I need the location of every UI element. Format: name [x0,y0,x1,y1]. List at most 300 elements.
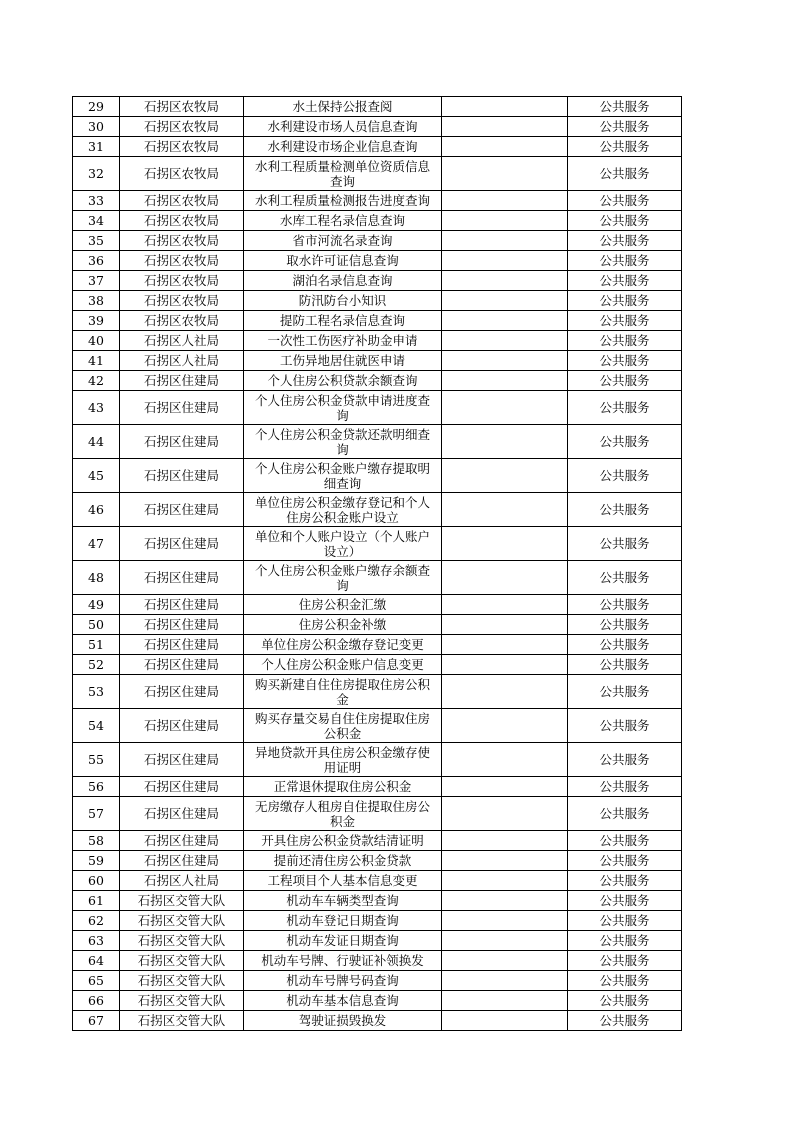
row-number [73,97,120,117]
service-item-cell [244,831,442,851]
table-row [73,493,682,527]
row-number-text: 29 [88,99,104,114]
department-cell-text: 石拐区住建局 [143,657,219,672]
blank-cell [442,331,568,351]
service-item-cell-text: 个人住房公积金贷款申请进度查询 [254,392,430,423]
row-number-text: 39 [88,313,104,328]
service-type-cell-text: 公共服务 [599,166,650,181]
table-row [73,425,682,459]
row-number-text: 40 [88,333,104,348]
table-row [73,655,682,675]
service-type-cell [568,493,682,527]
department-cell-text: 石拐区农牧局 [143,253,219,268]
service-type-cell [568,871,682,891]
service-item-cell [244,797,442,831]
service-type-cell-text: 公共服务 [599,193,650,208]
service-item-cell-text: 提防工程名录信息查询 [279,313,405,328]
service-item-cell [244,777,442,797]
service-type-cell-text: 公共服务 [599,973,650,988]
service-type-cell [568,851,682,871]
service-item-cell-text: 机动车车辆类型查询 [286,893,399,908]
service-item-cell [244,291,442,311]
department-cell [120,211,244,231]
service-item-cell-text: 湖泊名录信息查询 [292,273,393,288]
service-type-cell [568,527,682,561]
service-item-cell-text: 单位住房公积金缴存登记变更 [261,637,424,652]
service-type-cell-text: 公共服务 [599,313,650,328]
service-item-cell-text: 取水许可证信息查询 [286,253,399,268]
row-number-text: 52 [88,657,104,672]
service-type-cell-text: 公共服务 [599,536,650,551]
department-cell-text: 石拐区住建局 [143,570,219,585]
blank-cell [442,851,568,871]
department-cell [120,561,244,595]
row-number [73,911,120,931]
table-row [73,391,682,425]
row-number [73,493,120,527]
department-cell-text: 石拐区住建局 [143,853,219,868]
service-item-cell-text: 住房公积金补缴 [298,617,387,632]
service-type-cell-text: 公共服务 [599,570,650,585]
row-number-text: 62 [88,913,104,928]
service-type-cell [568,891,682,911]
service-type-cell-text: 公共服务 [599,99,650,114]
service-type-cell-text: 公共服务 [599,806,650,821]
department-cell [120,743,244,777]
row-number [73,797,120,831]
service-type-cell-text: 公共服务 [599,953,650,968]
blank-cell [442,655,568,675]
service-type-cell [568,675,682,709]
row-number-text: 41 [88,353,104,368]
department-cell [120,425,244,459]
row-number-text: 53 [88,684,104,699]
department-cell [120,1011,244,1031]
row-number [73,311,120,331]
table-row [73,211,682,231]
row-number [73,615,120,635]
department-cell-text: 石拐区农牧局 [143,166,219,181]
row-number-text: 55 [88,752,104,767]
department-cell [120,271,244,291]
blank-cell [442,595,568,615]
table-row [73,157,682,191]
service-item-cell [244,991,442,1011]
row-number [73,831,120,851]
department-cell [120,911,244,931]
blank-cell [442,561,568,595]
row-number [73,743,120,777]
row-number-text: 66 [88,993,104,1008]
service-type-cell [568,425,682,459]
table-row [73,831,682,851]
service-type-cell [568,615,682,635]
row-number [73,191,120,211]
service-item-cell [244,595,442,615]
service-item-cell-text: 水库工程名录信息查询 [279,213,405,228]
service-item-cell-text: 水利建设市场人员信息查询 [267,119,418,134]
blank-cell [442,97,568,117]
department-cell-text: 石拐区交管大队 [137,913,226,928]
service-type-cell [568,117,682,137]
service-type-cell [568,459,682,493]
department-cell [120,891,244,911]
department-cell [120,971,244,991]
blank-cell [442,615,568,635]
blank-cell [442,117,568,137]
table-row [73,797,682,831]
row-number [73,251,120,271]
service-item-cell-text: 一次性工伤医疗补助金申请 [267,333,418,348]
row-number-text: 36 [88,253,104,268]
department-cell [120,655,244,675]
blank-cell [442,971,568,991]
blank-cell [442,777,568,797]
service-type-cell-text: 公共服务 [599,253,650,268]
service-type-cell [568,709,682,743]
row-number-text: 31 [88,139,104,154]
service-item-cell [244,459,442,493]
table-row [73,991,682,1011]
department-cell-text: 石拐区交管大队 [137,893,226,908]
department-cell-text: 石拐区交管大队 [137,1013,226,1028]
table-row [73,635,682,655]
row-number [73,1011,120,1031]
service-type-cell-text: 公共服务 [599,913,650,928]
blank-cell [442,351,568,371]
row-number-text: 67 [88,1013,104,1028]
service-item-cell-text: 异地贷款开具住房公积金缴存使用证明 [254,744,430,775]
service-item-cell [244,157,442,191]
service-item-cell-text: 单位和个人账户设立（个人账户设立） [254,528,430,559]
service-type-cell-text: 公共服务 [599,333,650,348]
service-item-cell-text: 机动车基本信息查询 [286,993,399,1008]
service-item-cell [244,931,442,951]
blank-cell [442,425,568,459]
service-type-cell [568,931,682,951]
service-type-cell [568,391,682,425]
service-item-cell-text: 机动车号牌、行驶证补领换发 [261,953,424,968]
blank-cell [442,493,568,527]
blank-cell [442,211,568,231]
service-item-cell [244,97,442,117]
service-item-cell-text: 水利工程质量检测单位资质信息查询 [254,158,430,189]
row-number-text: 59 [88,853,104,868]
service-item-cell [244,425,442,459]
service-type-cell [568,797,682,831]
department-cell-text: 石拐区住建局 [143,617,219,632]
blank-cell [442,311,568,331]
service-type-cell-text: 公共服务 [599,752,650,767]
blank-cell [442,291,568,311]
row-number-text: 45 [88,468,104,483]
department-cell [120,493,244,527]
table-row [73,971,682,991]
service-item-cell [244,1011,442,1031]
department-cell-text: 石拐区住建局 [143,718,219,733]
row-number [73,459,120,493]
department-cell [120,157,244,191]
row-number-text: 47 [88,536,104,551]
row-number-text: 42 [88,373,104,388]
row-number [73,971,120,991]
service-item-cell [244,251,442,271]
row-number [73,391,120,425]
table-row [73,871,682,891]
department-cell-text: 石拐区农牧局 [143,139,219,154]
department-cell-text: 石拐区住建局 [143,752,219,767]
department-cell [120,459,244,493]
table-row [73,561,682,595]
service-item-cell [244,675,442,709]
row-number [73,231,120,251]
row-number [73,425,120,459]
table-row [73,615,682,635]
row-number [73,655,120,675]
row-number-text: 61 [88,893,104,908]
service-type-cell-text: 公共服务 [599,293,650,308]
department-cell [120,615,244,635]
department-cell-text: 石拐区人社局 [143,353,219,368]
table-row [73,137,682,157]
department-cell [120,831,244,851]
service-type-cell [568,991,682,1011]
department-cell-text: 石拐区交管大队 [137,933,226,948]
service-item-cell [244,655,442,675]
row-number [73,351,120,371]
department-cell [120,97,244,117]
blank-cell [442,1011,568,1031]
department-cell [120,675,244,709]
department-cell-text: 石拐区农牧局 [143,273,219,288]
department-cell [120,371,244,391]
department-cell [120,527,244,561]
table-row [73,709,682,743]
row-number-text: 33 [88,193,104,208]
service-type-cell-text: 公共服务 [599,273,650,288]
service-item-cell-text: 机动车发证日期查询 [286,933,399,948]
blank-cell [442,871,568,891]
department-cell-text: 石拐区住建局 [143,502,219,517]
service-item-cell-text: 购买新建自住住房提取住房公积金 [254,676,430,707]
row-number-text: 32 [88,166,104,181]
row-number [73,331,120,351]
row-number-text: 63 [88,933,104,948]
department-cell-text: 石拐区住建局 [143,373,219,388]
blank-cell [442,231,568,251]
row-number-text: 49 [88,597,104,612]
service-type-cell [568,351,682,371]
service-item-cell [244,911,442,931]
service-item-cell-text: 个人住房公积金贷款还款明细查询 [254,426,430,457]
service-item-cell [244,331,442,351]
blank-cell [442,931,568,951]
row-number [73,709,120,743]
table-row [73,231,682,251]
service-type-cell [568,291,682,311]
service-type-cell-text: 公共服务 [599,779,650,794]
department-cell-text: 石拐区住建局 [143,833,219,848]
department-cell-text: 石拐区农牧局 [143,233,219,248]
department-cell [120,931,244,951]
row-number [73,137,120,157]
department-cell [120,191,244,211]
row-number-text: 50 [88,617,104,632]
service-item-cell [244,391,442,425]
service-table [72,96,682,1031]
service-type-cell [568,831,682,851]
service-item-cell-text: 正常退休提取住房公积金 [273,779,412,794]
blank-cell [442,991,568,1011]
service-item-cell [244,561,442,595]
department-cell [120,331,244,351]
service-item-cell-text: 机动车号牌号码查询 [286,973,399,988]
row-number [73,991,120,1011]
service-item-cell-text: 无房缴存人租房自住提取住房公积金 [254,798,430,829]
service-type-cell [568,655,682,675]
service-type-cell-text: 公共服务 [599,353,650,368]
service-type-cell [568,635,682,655]
service-type-cell [568,157,682,191]
blank-cell [442,391,568,425]
service-item-cell-text: 开具住房公积金贷款结清证明 [261,833,424,848]
blank-cell [442,911,568,931]
service-type-cell [568,331,682,351]
service-type-cell-text: 公共服务 [599,468,650,483]
service-type-cell-text: 公共服务 [599,213,650,228]
service-item-cell-text: 个人住房公积金账户缴存提取明细查询 [254,460,430,491]
blank-cell [442,527,568,561]
service-type-cell [568,777,682,797]
service-item-cell [244,891,442,911]
row-number [73,561,120,595]
department-cell [120,635,244,655]
department-cell-text: 石拐区住建局 [143,400,219,415]
row-number [73,871,120,891]
row-number [73,117,120,137]
blank-cell [442,675,568,709]
blank-cell [442,951,568,971]
service-type-cell-text: 公共服务 [599,1013,650,1028]
department-cell-text: 石拐区住建局 [143,536,219,551]
department-cell-text: 石拐区农牧局 [143,213,219,228]
service-item-cell-text: 住房公积金汇缴 [298,597,387,612]
service-type-cell [568,211,682,231]
row-number-text: 44 [88,434,104,449]
service-type-cell [568,231,682,251]
department-cell-text: 石拐区农牧局 [143,293,219,308]
department-cell-text: 石拐区住建局 [143,806,219,821]
table-row [73,527,682,561]
table-row [73,851,682,871]
blank-cell [442,459,568,493]
department-cell [120,291,244,311]
service-item-cell [244,871,442,891]
service-type-cell-text: 公共服务 [599,718,650,733]
service-item-cell-text: 驾驶证损毁换发 [298,1013,387,1028]
service-item-cell-text: 个人住房公积金账户缴存余额查询 [254,562,430,593]
department-cell-text: 石拐区住建局 [143,597,219,612]
row-number-text: 57 [88,806,104,821]
row-number-text: 43 [88,400,104,415]
department-cell-text: 石拐区住建局 [143,779,219,794]
department-cell-text: 石拐区交管大队 [137,953,226,968]
service-type-cell-text: 公共服务 [599,233,650,248]
department-cell-text: 石拐区住建局 [143,637,219,652]
service-item-cell [244,191,442,211]
department-cell-text: 石拐区农牧局 [143,313,219,328]
service-type-cell [568,311,682,331]
row-number-text: 54 [88,718,104,733]
service-type-cell-text: 公共服务 [599,400,650,415]
blank-cell [442,635,568,655]
row-number [73,675,120,709]
department-cell [120,709,244,743]
service-item-cell [244,709,442,743]
row-number-text: 30 [88,119,104,134]
service-item-cell [244,971,442,991]
department-cell [120,777,244,797]
table-row [73,271,682,291]
service-type-cell-text: 公共服务 [599,617,650,632]
service-item-cell [244,951,442,971]
row-number-text: 34 [88,213,104,228]
row-number-text: 64 [88,953,104,968]
service-item-cell-text: 个人住房公积贷款余额查询 [267,373,418,388]
service-type-cell [568,911,682,931]
department-cell-text: 石拐区交管大队 [137,993,226,1008]
row-number-text: 46 [88,502,104,517]
table-row [73,117,682,137]
table-row [73,951,682,971]
row-number [73,595,120,615]
blank-cell [442,191,568,211]
service-item-cell-text: 机动车登记日期查询 [286,913,399,928]
table-row [73,891,682,911]
service-item-cell-text: 单位住房公积金缴存登记和个人住房公积金账户设立 [254,494,430,525]
service-item-cell [244,527,442,561]
row-number [73,157,120,191]
service-item-cell-text: 提前还清住房公积金贷款 [273,853,412,868]
table-body [73,97,682,1031]
row-number-text: 60 [88,873,104,888]
table-row [73,1011,682,1031]
service-item-cell [244,743,442,777]
department-cell-text: 石拐区农牧局 [143,99,219,114]
table-row [73,351,682,371]
table-row [73,331,682,351]
service-item-cell-text: 水利工程质量检测报告进度查询 [254,193,430,208]
service-type-cell-text: 公共服务 [599,139,650,154]
service-item-cell [244,851,442,871]
row-number-text: 35 [88,233,104,248]
service-type-cell-text: 公共服务 [599,502,650,517]
department-cell [120,595,244,615]
row-number-text: 48 [88,570,104,585]
service-type-cell-text: 公共服务 [599,873,650,888]
row-number [73,371,120,391]
department-cell [120,117,244,137]
row-number-text: 38 [88,293,104,308]
row-number-text: 56 [88,779,104,794]
service-type-cell [568,743,682,777]
service-type-cell [568,251,682,271]
service-item-cell-text: 工程项目个人基本信息变更 [267,873,418,888]
service-type-cell [568,951,682,971]
service-type-cell-text: 公共服务 [599,993,650,1008]
row-number [73,851,120,871]
department-cell [120,951,244,971]
